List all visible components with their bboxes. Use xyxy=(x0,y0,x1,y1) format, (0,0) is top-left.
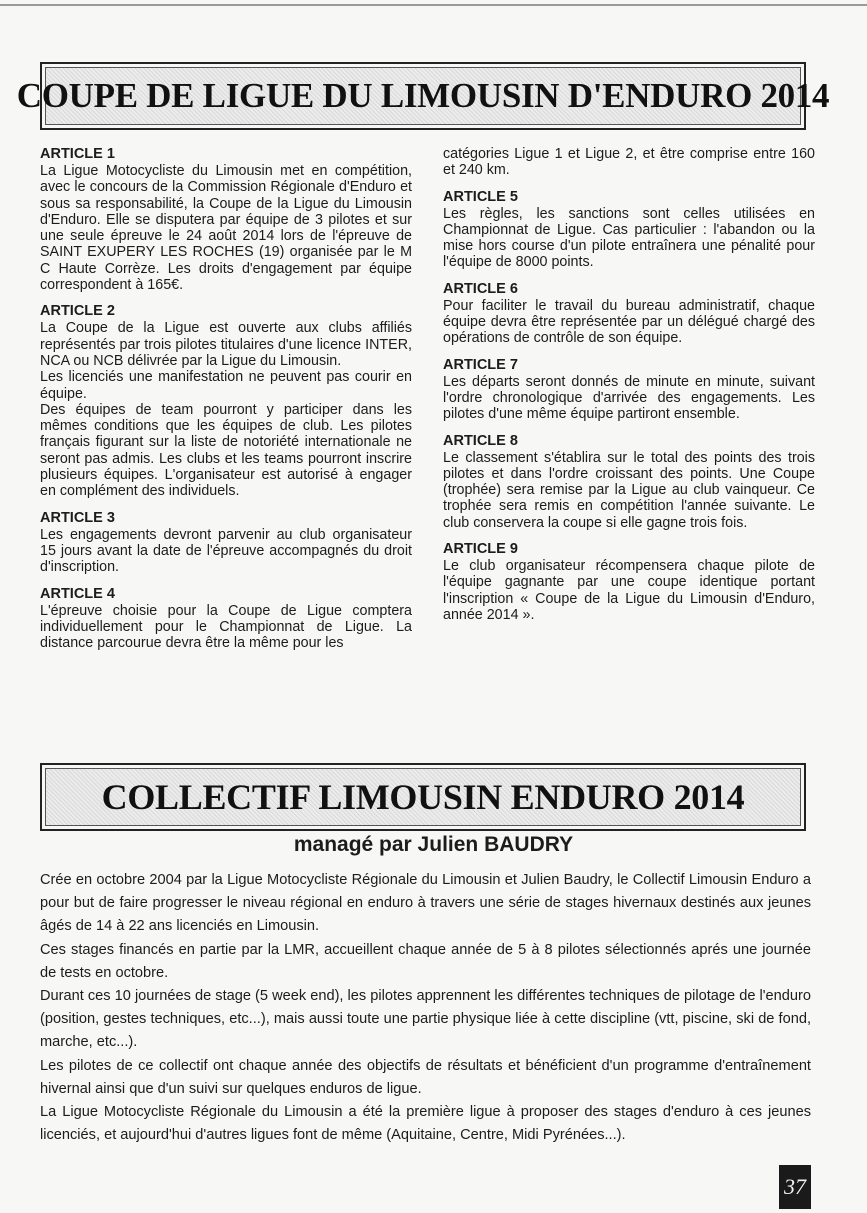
body-paragraph: Durant ces 10 journées de stage (5 week end), les pilotes apprennent les différentes techniques de pilotage de l'enduro (position, gestes techniques, etc...), mais aussi toute une partie physique liée à cette discipline (vtt, piscine, ski de fond, marche, etc...). xyxy=(40,988,811,1051)
article-heading: ARTICLE 3 xyxy=(40,509,115,526)
collectif-body xyxy=(40,869,811,1147)
article-heading: ARTICLE 5 xyxy=(443,188,518,205)
article-heading: ARTICLE 8 xyxy=(443,432,518,449)
section-title-banner-collectif xyxy=(40,763,806,831)
article-heading: ARTICLE 4 xyxy=(40,585,115,602)
article-text: La Coupe de la Ligue est ouverte aux clubs affiliés représentés par trois pilotes titulaires d'une licence INTER, NCA ou NCB délivrée par la Ligue du Limousin. xyxy=(40,320,412,369)
article-7 xyxy=(443,357,815,423)
article-text: Les départs seront donnés de minute en minute, suivant l'ordre chronologique d'arrivée des engagements. Les pilotes d'une même équipe partiront ensemble. xyxy=(443,373,815,423)
article-text: catégories Ligue 1 et Ligue 2, et être comprise entre 160 et 240 km. xyxy=(443,146,815,179)
article-heading: ARTICLE 9 xyxy=(443,541,518,558)
article-heading: ARTICLE 1 xyxy=(40,146,115,162)
article-9 xyxy=(443,541,815,623)
article-1 xyxy=(40,146,412,293)
article-heading: ARTICLE 7 xyxy=(443,356,518,373)
body-paragraph: Les pilotes de ce collectif ont chaque année des objectifs de résultats et bénéficient d'un programme d'entraînement hivernal ainsi que d'un suivi sur quelques enduros de ligue. xyxy=(40,1057,811,1097)
article-text: Les engagements devront parvenir au club organisateur 15 jours avant la date de l'épreuve accompagnés du droit d'inscription. xyxy=(40,526,412,576)
right-column xyxy=(443,146,815,633)
article-text: L'épreuve choisie pour la Coupe de Ligue comptera individuellement pour le Championnat de Ligue. La distance parcourue devra être la même pour les xyxy=(40,602,412,652)
article-text: Pour faciliter le travail du bureau administratif, chaque équipe devra être représentée par un délégué chargé des opérations de contrôle de son équipe. xyxy=(443,297,815,347)
article-8 xyxy=(443,433,815,531)
article-text: La Ligue Motocycliste du Limousin met en compétition, avec le concours de la Commission Régionale d'Enduro et sous sa responsabilité, la Coupe de la Ligue du Limousin d'Enduro. Elle se disputera par équipe de 3 pilotes et sur une seule épreuve le 24 août 2014 lors de l'épreuve de SAINT EXUPERY LES ROCHES (19) organisée par le M C Haute Corrèze. Les droits d'engagement par équipe correspondent à 165€. xyxy=(40,163,412,294)
section-subtitle: managé par Julien BAUDRY xyxy=(293,833,574,856)
article-text: Des équipes de team pourront y participer dans les mêmes conditions que les équipes de club. Les pilotes français figurant sur la liste de notoriété internationale ne seront pas admis. Les clubs et les teams pourront inscrire plusieurs équipes. L'organisateur est autorisé à engager en complément des individuels. xyxy=(40,401,412,500)
article-4 xyxy=(40,586,412,652)
body-paragraph: Ces stages financés en partie par la LMR, accueillent chaque année de 5 à 8 pilotes sélectionnés aprés une journée de tests en octobre. xyxy=(40,941,811,981)
article-6 xyxy=(443,281,815,347)
section-title-coupe: COUPE DE LIGUE DU LIMOUSIN D'ENDURO 2014 xyxy=(45,67,801,125)
article-text: Les règles, les sanctions sont celles utilisées en Championnat de Ligue. Cas particulier : l'abandon ou la mise hors course d'un pilote entraînera une pénalité pour l'équipe de 8000 points. xyxy=(443,205,815,271)
article-heading: ARTICLE 6 xyxy=(443,280,518,297)
article-4-continuation xyxy=(443,146,815,179)
left-column xyxy=(40,146,412,661)
article-text: Le club organisateur récompensera chaque pilote de l'équipe gagnante par une coupe identique portant l'inscription « Coupe de la Ligue du Limousin d'Enduro, année 2014 ». xyxy=(443,558,815,623)
page-number: 37 xyxy=(779,1165,811,1209)
section-title-banner-coupe xyxy=(16,62,830,130)
article-5 xyxy=(443,189,815,271)
article-2 xyxy=(40,303,412,499)
article-3 xyxy=(40,510,412,576)
body-paragraph: La Ligue Motocycliste Régionale du Limousin a été la première ligue à proposer des stages d'enduro à ces jeunes licenciés, et aujourd'hui d'autres ligues font de même (Aquitaine, Centre, Midi Pyrénées...). xyxy=(40,1104,811,1144)
article-heading: ARTICLE 2 xyxy=(40,303,115,320)
section-title-collectif: COLLECTIF LIMOUSIN ENDURO 2014 xyxy=(45,768,801,826)
article-text: Le classement s'établira sur le total des points des trois pilotes et dans l'ordre croissant des points. Une Coupe (trophée) sera remise par la Ligue au club vainqueur. Ce trophée sera remis en compétition l'année suivante. Le club conservera la coupe si elle gagne trois fois. xyxy=(443,449,815,531)
article-text: Les licenciés une manifestation ne peuvent pas courir en équipe. xyxy=(40,369,412,402)
top-rule xyxy=(0,4,867,6)
body-paragraph: Crée en octobre 2004 par la Ligue Motocycliste Régionale du Limousin et Julien Baudry, le Collectif Limousin Enduro a pour but de faire progresser le niveau régional en enduro à travers une série de stages hivernaux destinés aux jeunes âgés de 14 à 22 ans licenciés en Limousin. xyxy=(40,872,811,935)
